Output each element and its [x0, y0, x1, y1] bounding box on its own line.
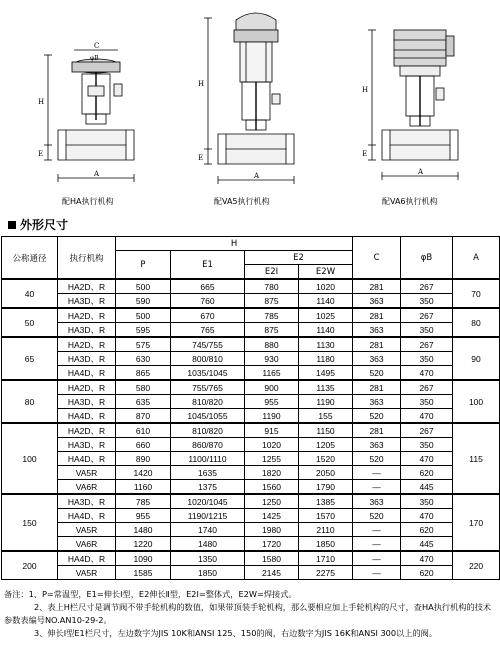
table-cell: 1635 [171, 466, 245, 480]
dim-h-label: H [362, 86, 369, 94]
table-cell: 1100/1110 [171, 452, 245, 466]
table-cell: 785 [245, 308, 299, 323]
table-cell: 670 [171, 308, 245, 323]
table-cell: 350 [401, 294, 453, 309]
cell-nominal-diameter: 200 [2, 551, 58, 580]
table-cell: 1480 [116, 523, 171, 537]
table-cell: 445 [401, 480, 453, 495]
table-cell: 865 [116, 366, 171, 381]
table-cell: HA3D、R [58, 294, 116, 309]
table-row [2, 352, 500, 366]
table-row [2, 452, 500, 466]
table-cell: 1135 [299, 380, 353, 395]
table-cell: 1020/1045 [171, 494, 245, 509]
table-cell: 1495 [299, 366, 353, 381]
table-cell: 900 [245, 380, 299, 395]
table-header [2, 237, 500, 280]
table-row [2, 366, 500, 381]
table-cell: 955 [245, 395, 299, 409]
table-cell: 1375 [171, 480, 245, 495]
table-cell: 810/820 [171, 395, 245, 409]
dim-a-label: A [254, 172, 260, 180]
table-cell: 470 [401, 452, 453, 466]
table-row [2, 537, 500, 552]
table-cell: 267 [401, 279, 453, 294]
table-row [2, 294, 500, 309]
table-cell: 595 [116, 323, 171, 338]
table-cell: 350 [401, 323, 453, 338]
table-row [2, 409, 500, 424]
header-e2w: E2W [299, 265, 353, 280]
note-3: 3、伸长Ⅰ型E1栏尺寸，左边数字为JIS 10K和ANSI 125、150的阀，右边数字为JIS 16K和ANSI 300以上的阀。 [34, 628, 438, 638]
note-1: 备注：1、P=常温型，E1=伸长Ⅰ型，E2伸长Ⅱ型，E2Ⅰ=整体式，E2W=焊接式。 [4, 589, 297, 599]
table-cell: 281 [353, 380, 401, 395]
table-cell: 745/755 [171, 337, 245, 352]
table-cell: 1165 [245, 366, 299, 381]
header-e2i: E2Ⅰ [245, 265, 299, 280]
table-cell: 1205 [299, 438, 353, 452]
table-cell: 2110 [299, 523, 353, 537]
table-cell: 281 [353, 279, 401, 294]
table-cell: — [353, 537, 401, 552]
table-cell: 1160 [116, 480, 171, 495]
table-row [2, 551, 500, 566]
header-a: A [453, 237, 500, 280]
table-cell: HA3D、R [58, 438, 116, 452]
table-cell: 810/820 [171, 423, 245, 438]
notes [4, 588, 496, 640]
table-row [2, 466, 500, 480]
table-cell: 350 [401, 352, 453, 366]
cell-nominal-diameter: 40 [2, 279, 58, 308]
table-row [2, 480, 500, 495]
table-cell: 2275 [299, 566, 353, 580]
header-e2: E2 [245, 251, 353, 265]
table-cell: 610 [116, 423, 171, 438]
table-cell: 760 [171, 294, 245, 309]
va5-actuator-drawing [196, 0, 316, 196]
table-cell: 875 [245, 323, 299, 338]
table-cell: 267 [401, 337, 453, 352]
cell-a: 100 [453, 380, 500, 423]
table-cell: 155 [299, 409, 353, 424]
table-cell: 1025 [299, 308, 353, 323]
table-cell: — [353, 551, 401, 566]
table-cell: VA5R [58, 566, 116, 580]
table-cell: 350 [401, 395, 453, 409]
table-cell: 860/870 [171, 438, 245, 452]
cell-a: 90 [453, 337, 500, 380]
figure-caption-va5: 配VA5执行机构 [214, 197, 270, 206]
table-cell: 1020 [245, 438, 299, 452]
dim-h-label: H [198, 80, 205, 88]
table-cell: 470 [401, 551, 453, 566]
table-cell: 1190 [299, 395, 353, 409]
table-cell: 350 [401, 438, 453, 452]
table-cell: 267 [401, 380, 453, 395]
table-cell: 635 [116, 395, 171, 409]
cell-nominal-diameter: 65 [2, 337, 58, 380]
table-cell: 1790 [299, 480, 353, 495]
ha-actuator-drawing [36, 0, 156, 196]
table-cell: 1140 [299, 323, 353, 338]
table-cell: 890 [116, 452, 171, 466]
table-cell: — [353, 480, 401, 495]
va6-actuator-drawing [360, 0, 480, 196]
table-cell: 350 [401, 494, 453, 509]
table-cell: 281 [353, 308, 401, 323]
table-cell: 281 [353, 423, 401, 438]
table-row [2, 395, 500, 409]
table-cell: 520 [353, 509, 401, 523]
table-cell: 363 [353, 323, 401, 338]
note-2: 2、表上H栏尺寸是调节阀不带手轮机构的数值，如果带顶装手轮机构，那么要相应加上手轮机构的尺寸，查HA执行机构的技术参数表编号NO.AN10-29-2。 [4, 602, 492, 625]
table-cell: HA2D、R [58, 380, 116, 395]
table-cell: HA4D、R [58, 452, 116, 466]
table-cell: 1250 [245, 494, 299, 509]
table-cell: 2050 [299, 466, 353, 480]
table-cell: 1090 [116, 551, 171, 566]
table-cell: 470 [401, 409, 453, 424]
table-cell: 1820 [245, 466, 299, 480]
table-cell: 660 [116, 438, 171, 452]
cell-nominal-diameter: 50 [2, 308, 58, 337]
table-cell: 875 [245, 294, 299, 309]
table-cell: 520 [353, 366, 401, 381]
table-row [2, 566, 500, 580]
dim-e-label: E [362, 150, 368, 158]
table-cell: 520 [353, 452, 401, 466]
header-h: H [116, 237, 353, 251]
header-c: C [353, 237, 401, 280]
table-cell: 1020 [299, 279, 353, 294]
dim-e-label: E [198, 154, 204, 162]
table-cell: 1560 [245, 480, 299, 495]
table-cell: 1570 [299, 509, 353, 523]
table-cell: 755/765 [171, 380, 245, 395]
dim-a-label: A [418, 168, 424, 176]
table-cell: 915 [245, 423, 299, 438]
table-cell: 1850 [299, 537, 353, 552]
table-row [2, 438, 500, 452]
table-row [2, 494, 500, 509]
cell-a: 220 [453, 551, 500, 580]
table-cell: HA2D、R [58, 308, 116, 323]
figure-caption-ha: 配HA执行机构 [62, 197, 114, 206]
table-cell: — [353, 523, 401, 537]
table-row [2, 380, 500, 395]
table-cell: HA2D、R [58, 279, 116, 294]
table-cell: VA5R [58, 466, 116, 480]
table-cell: 630 [116, 352, 171, 366]
table-cell: 800/810 [171, 352, 245, 366]
table-row [2, 523, 500, 537]
table-cell: 363 [353, 352, 401, 366]
table-cell: 363 [353, 395, 401, 409]
table-cell: 665 [171, 279, 245, 294]
table-cell: 1350 [171, 551, 245, 566]
table-cell: 267 [401, 308, 453, 323]
table-cell: 1035/1045 [171, 366, 245, 381]
table-cell: HA3D、R [58, 352, 116, 366]
table-cell: VA5R [58, 523, 116, 537]
header-actuator: 执行机构 [58, 237, 116, 280]
dim-a-label: A [94, 170, 100, 178]
valve-drawings [0, 0, 500, 212]
cell-a: 115 [453, 423, 500, 494]
table-cell: HA2D、R [58, 423, 116, 438]
table-cell: VA6R [58, 537, 116, 552]
table-cell: 1385 [299, 494, 353, 509]
dim-e-label: E [38, 150, 44, 158]
table-cell: 780 [245, 279, 299, 294]
table-cell: 500 [116, 279, 171, 294]
cell-a: 70 [453, 279, 500, 308]
table-row [2, 323, 500, 338]
section-title: 外形尺寸 [8, 216, 68, 233]
dim-phib-label: φB [90, 55, 99, 62]
dimension-table [1, 236, 500, 580]
table-cell: 1220 [116, 537, 171, 552]
table-cell: 880 [245, 337, 299, 352]
table-cell: 785 [116, 494, 171, 509]
table-cell: 1740 [171, 523, 245, 537]
header-nominal: 公称通径 [2, 237, 58, 280]
cell-a: 170 [453, 494, 500, 551]
table-cell: — [353, 566, 401, 580]
cell-nominal-diameter: 80 [2, 380, 58, 423]
table-cell: 267 [401, 423, 453, 438]
table-cell: 1150 [299, 423, 353, 438]
table-cell: 1190/1215 [171, 509, 245, 523]
table-cell: 1425 [245, 509, 299, 523]
square-bullet-icon [8, 221, 16, 229]
table-cell: 1585 [116, 566, 171, 580]
table-cell: HA3D、R [58, 494, 116, 509]
table-cell: 1180 [299, 352, 353, 366]
table-cell: 870 [116, 409, 171, 424]
table-cell: 1420 [116, 466, 171, 480]
table-row [2, 279, 500, 294]
table-cell: 1480 [171, 537, 245, 552]
header-p: P [116, 251, 171, 280]
table-cell: 1980 [245, 523, 299, 537]
table-cell: 1140 [299, 294, 353, 309]
table-row [2, 423, 500, 438]
table-cell: 930 [245, 352, 299, 366]
table-cell: HA4D、R [58, 409, 116, 424]
table-row [2, 308, 500, 323]
table-cell: 1130 [299, 337, 353, 352]
dim-h-label: H [38, 98, 45, 106]
table-cell: 1520 [299, 452, 353, 466]
table-cell: 1850 [171, 566, 245, 580]
table-cell: HA4D、R [58, 509, 116, 523]
table-cell: VA6R [58, 480, 116, 495]
table-cell: 470 [401, 509, 453, 523]
table-cell: 1255 [245, 452, 299, 466]
dim-c-label: C [94, 42, 100, 50]
figure-caption-va6: 配VA6执行机构 [382, 197, 438, 206]
table-cell: 620 [401, 523, 453, 537]
cell-nominal-diameter: 150 [2, 494, 58, 551]
table-cell: HA4D、R [58, 551, 116, 566]
table-cell: 620 [401, 566, 453, 580]
cell-nominal-diameter: 100 [2, 423, 58, 494]
table-cell: HA2D、R [58, 337, 116, 352]
table-cell: HA3D、R [58, 395, 116, 409]
table-cell: — [353, 466, 401, 480]
table-cell: 520 [353, 409, 401, 424]
table-cell: 575 [116, 337, 171, 352]
table-cell: 580 [116, 380, 171, 395]
table-cell: 1720 [245, 537, 299, 552]
table-cell: 620 [401, 466, 453, 480]
table-cell: 1580 [245, 551, 299, 566]
table-cell: 1045/1055 [171, 409, 245, 424]
table-cell: HA3D、R [58, 323, 116, 338]
table-body [2, 279, 500, 580]
table-cell: 1710 [299, 551, 353, 566]
table-cell: 445 [401, 537, 453, 552]
table-row [2, 509, 500, 523]
table-cell: 281 [353, 337, 401, 352]
table-cell: 363 [353, 294, 401, 309]
table-cell: 765 [171, 323, 245, 338]
header-e1: E1 [171, 251, 245, 280]
cell-a: 80 [453, 308, 500, 337]
table-cell: 363 [353, 494, 401, 509]
table-cell: 470 [401, 366, 453, 381]
header-phib: φB [401, 237, 453, 280]
table-cell: 1190 [245, 409, 299, 424]
table-cell: HA4D、R [58, 366, 116, 381]
table-cell: 590 [116, 294, 171, 309]
table-cell: 500 [116, 308, 171, 323]
table-cell: 955 [116, 509, 171, 523]
table-row [2, 337, 500, 352]
table-cell: 2145 [245, 566, 299, 580]
table-cell: 363 [353, 438, 401, 452]
